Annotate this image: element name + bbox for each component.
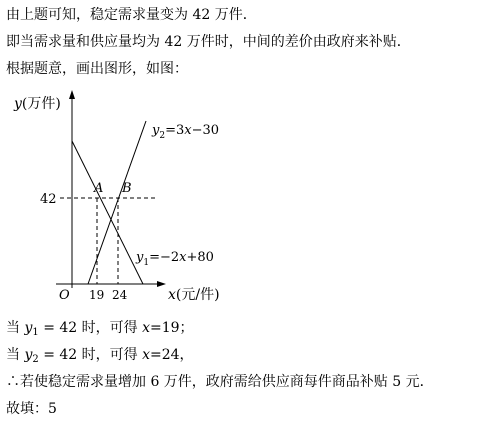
y-tick-42: 42: [40, 192, 57, 207]
point-b-label: B: [122, 181, 132, 196]
cond2-result: =24，: [150, 347, 194, 363]
cond2-mid: = 42 时，可得: [38, 347, 143, 363]
condition-line-1: [6, 319, 194, 337]
x-tick-24: 24: [112, 288, 128, 302]
line-text-1: 由上题可知，稳定需求量变为 42 万件．: [6, 7, 257, 23]
cond1-mid: = 42 时，可得: [38, 320, 143, 336]
cond1-prefix: 当: [6, 320, 25, 336]
x-axis-label: x(元/件): [168, 287, 220, 303]
x-axis-arrow: [157, 281, 166, 287]
cond2-sub: 2: [32, 354, 39, 365]
x-tick-19: 19: [89, 288, 105, 302]
cond2-result-var: x: [142, 347, 151, 363]
cond1-result-var: x: [142, 320, 151, 336]
cond2-prefix: 当: [6, 347, 25, 363]
line-y1: [72, 141, 143, 284]
label-y2-equation: $y_2=3x-30$: [152, 123, 220, 141]
line-text-2: 即当需求量和供应量均为 42 万件时，中间的差价由政府来补贴．: [6, 34, 411, 50]
condition-line-2: [6, 346, 194, 364]
y-axis-label: y(万件): [14, 96, 61, 112]
answer-line: 故填：5: [6, 401, 57, 417]
label-y1-equation: $y_1=-2x+80$: [136, 250, 214, 268]
line-text-3: 根据题意，画出图形，如图：: [6, 61, 188, 77]
conclusion-line: ∴若使稳定需求量增加 6 万件，政府需给供应商每件商品补贴 5 元．: [6, 374, 434, 390]
cond2-var: y: [24, 347, 33, 363]
cond1-sub: 1: [32, 327, 39, 338]
cond1-result: =19；: [150, 320, 194, 336]
point-a-label: A: [94, 181, 104, 196]
cond1-var: y: [24, 320, 33, 336]
function-graph: [0, 80, 260, 310]
origin-label: O: [59, 288, 70, 303]
y-axis-arrow: [69, 90, 75, 99]
